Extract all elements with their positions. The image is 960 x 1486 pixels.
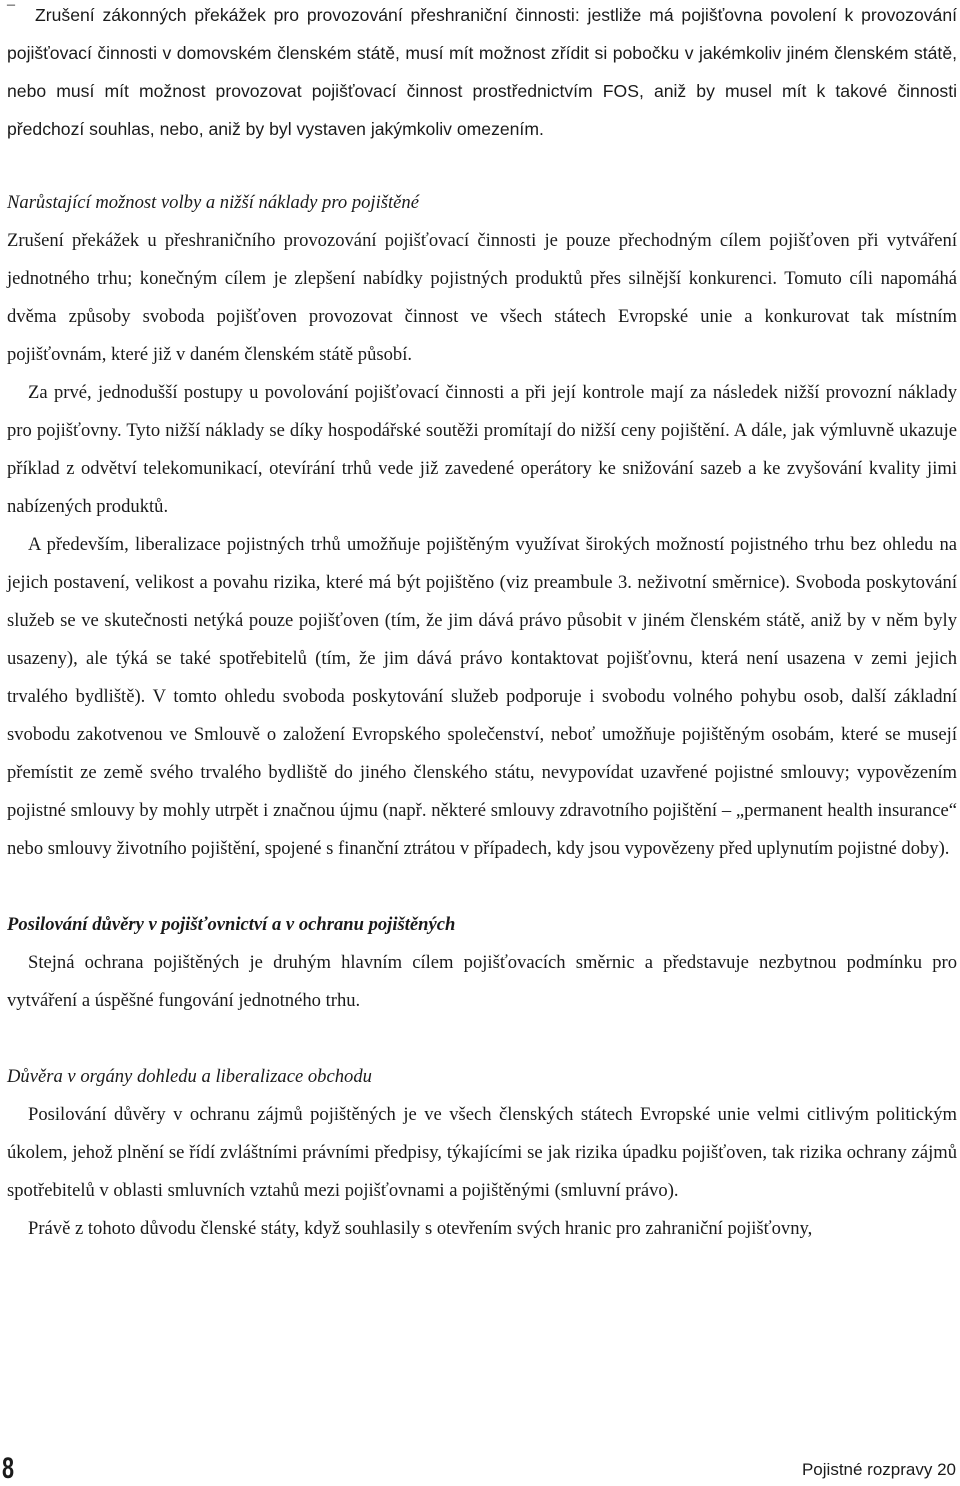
section-heading-trust-and-protection: Posilování důvěry v pojišťovnictví a v ochranu pojištěných — [7, 914, 456, 935]
page-number: 8 — [2, 1452, 15, 1485]
page-footer — [0, 1452, 960, 1486]
paragraph: Za prvé, jednodušší postupy u povolování pojišťovací činnosti a při její kontrole mají za následek nižší provozní náklady pro pojišťovny. Tyto nižší náklady se díky hospodářské soutěži promítají do nižší ceny pojištění. A dále, jak výmluvně ukazuje příklad z odvětví telekomunikací, otevírání trhů vede již zavedené operátory ke snižování sazeb a ke zvyšování kvality jimi nabízených produktů. — [7, 382, 957, 517]
list-item-text: Zrušení zákonných překážek pro provozování přeshraniční činnosti: jestliže má pojišťovna povolení k provozování pojišťovací činnosti v domovském členském státě, musí mít možnost zřídit si pobočku v jakémkoliv jiném členském státě, nebo musí mít možnost provozovat pojišťovací činnost prostřednictvím FOS, aniž by musel mít k takové činnosti předchozí souhlas, nebo, aniž by byl vystaven jakýmkoliv omezením. — [7, 5, 957, 139]
paragraph: Posilování důvěry v ochranu zájmů pojištěných je ve všech členských státech Evropské unie velmi citlivým politickým úkolem, jehož plnění se řídí zvláštními právními předpisy, týkajícími se jak rizika úpadku pojišťoven, tak rizika ochrany zájmů spotřebitelů v oblasti smluvních vztahů mezi pojišťovnami a pojištěnými (smluvní právo). — [7, 1104, 957, 1201]
list-dash: – — [7, 0, 15, 13]
section-heading-supervision-trust: Důvěra v orgány dohledu a liberalizace obchodu — [7, 1066, 372, 1087]
list-item — [7, 0, 957, 148]
document-page — [7, 0, 957, 1248]
paragraph: Zrušení překážek u přeshraničního provozování pojišťovací činnosti je pouze přechodným cílem pojišťoven při vytváření jednotného trhu; konečným cílem je zlepšení nabídky pojistných produktů přes silnější konkurenci. Tomuto cíli napomáhá dvěma způsoby svoboda pojišťoven provozovat činnost ve všech státech Evropské unie a konkurovat tak místním pojišťovnám, které již v daném členském státě působí. — [7, 230, 957, 365]
paragraph: A především, liberalizace pojistných trhů umožňuje pojištěným využívat širokých možností pojistného trhu bez ohledu na jejich postavení, velikost a povahu rizika, které má být pojištěno (viz preambule 3. neživotní směrnice). Svoboda poskytování služeb se ve skutečnosti netýká pouze pojišťoven (tím, že jim dává právo působit v jiném členském státě, aniž by v něm byly usazeny), ale týká se také spotřebitelů (tím, že jim dává právo kontaktovat pojišťovnu, která není usazena v zemi jejich trvalého bydliště). V tomto ohledu svoboda poskytování služeb podporuje i svobodu volného pohybu osob, další základní svobodu zakotvenou ve Smlouvě o založení Evropského společenství, neboť umožňuje pojištěným osobám, které se musejí přemístit ze země svého trvalého bydliště do jiného členského státu, nevypovídat uzavřené pojistné smlouvy; vypovězením pojistné smlouvy by mohly utrpět i značnou újmu (např. některé smlouvy zdravotního pojištění – „permanent health insurance“ nebo smlouvy životního pojištění, spojené s finanční ztrátou v případech, kdy jsou vypovězeny před uplynutím pojistné doby). — [7, 534, 957, 859]
paragraph: Stejná ochrana pojištěných je druhým hlavním cílem pojišťovacích směrnic a představuje nezbytnou podmínku pro vytváření a úspěšné fungování jednotného trhu. — [7, 952, 957, 1011]
paragraph: Právě z tohoto důvodu členské státy, když souhlasily s otevřením svých hranic pro zahraniční pojišťovny, — [28, 1218, 813, 1239]
section-heading-choice-and-costs: Narůstající možnost volby a nižší náklady pro pojištěné — [7, 192, 419, 213]
journal-title: Pojistné rozpravy 20 — [801, 1460, 956, 1479]
